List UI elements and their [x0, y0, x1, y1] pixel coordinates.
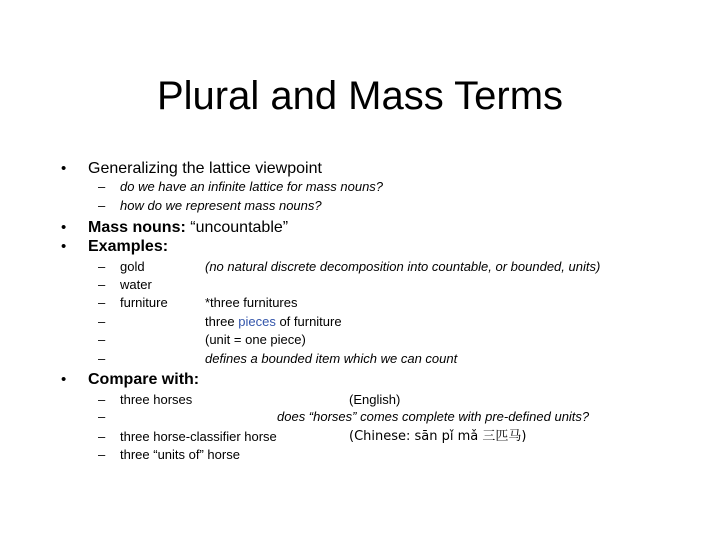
compare-term: three horses	[120, 392, 193, 407]
example-note	[205, 313, 342, 331]
example-term: water	[120, 277, 152, 292]
dash: –	[98, 332, 106, 347]
mass-nouns-label: Mass nouns:	[88, 219, 186, 236]
example-note: defines a bounded item which we can count	[205, 351, 458, 366]
compare-note: (Chinese: sān pǐ mǎ 三匹马)	[349, 429, 527, 444]
example-note-highlight: pieces	[238, 314, 276, 329]
bullet: •	[61, 238, 67, 255]
example-term: gold	[120, 259, 145, 274]
example-term: furniture	[120, 295, 168, 310]
mass-nouns-line	[88, 218, 288, 238]
dash: –	[98, 351, 106, 366]
mass-nouns-value: “uncountable”	[190, 219, 289, 236]
dash: –	[98, 277, 106, 292]
slide-title: Plural and Mass Terms	[156, 74, 564, 118]
bullet: •	[61, 371, 67, 388]
example-note-part: of furniture	[275, 314, 342, 329]
dash: –	[98, 429, 106, 444]
compare-note: (English)	[349, 392, 401, 407]
bullet: •	[61, 219, 67, 236]
dash: –	[98, 198, 106, 213]
dash: –	[98, 392, 106, 407]
compare-note: does “horses” comes complete with pre-defined units?	[277, 409, 590, 424]
compare-term: three “units of” horse	[120, 447, 240, 462]
lattice-subitem: do we have an infinite lattice for mass nouns?	[120, 179, 384, 194]
example-note: (unit = one piece)	[205, 332, 306, 347]
example-note: *three furnitures	[205, 295, 298, 310]
dash: –	[98, 295, 106, 310]
compare-heading: Compare with:	[88, 371, 200, 388]
dash: –	[98, 409, 106, 424]
compare-term: three horse-classifier horse	[120, 429, 277, 444]
dash: –	[98, 314, 106, 329]
dash: –	[98, 259, 106, 274]
examples-heading: Examples:	[88, 238, 169, 255]
example-note: (no natural discrete decomposition into countable, or bounded, units)	[205, 259, 601, 274]
lattice-subitem: how do we represent mass nouns?	[120, 198, 322, 213]
dash: –	[98, 447, 106, 462]
bullet: •	[61, 160, 67, 177]
lattice-heading: Generalizing the lattice viewpoint	[88, 160, 322, 177]
dash: –	[98, 179, 106, 194]
example-note-part: three	[205, 314, 239, 329]
